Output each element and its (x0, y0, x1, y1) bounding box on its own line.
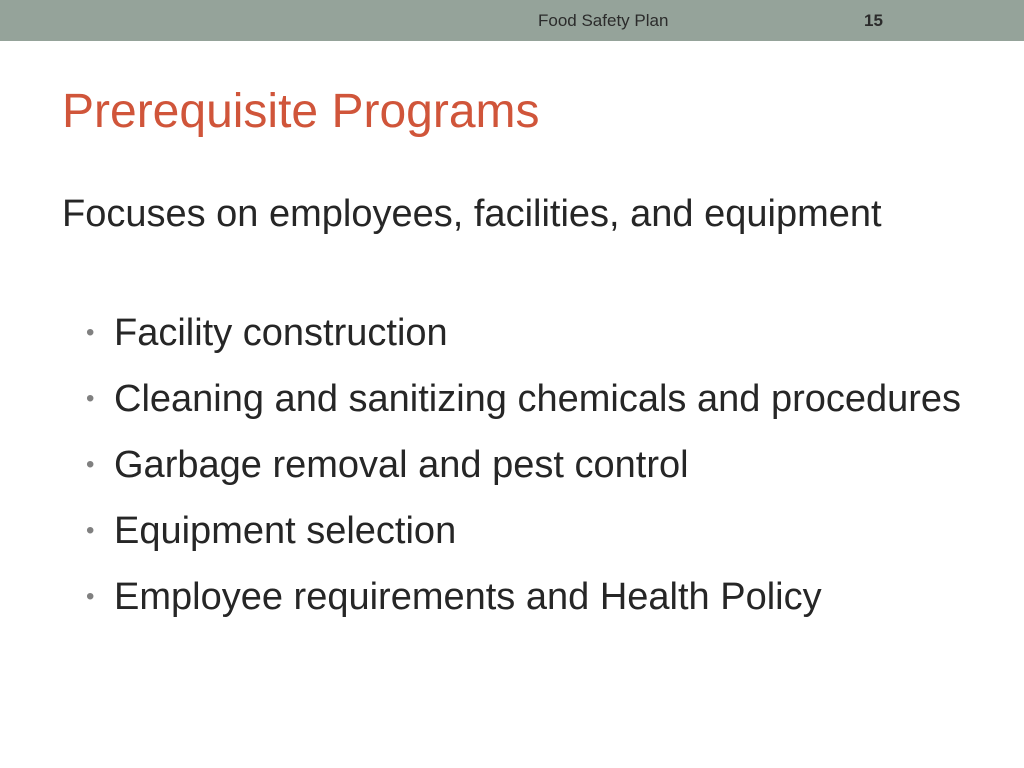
intro-text: Focuses on employees, facilities, and equipment (62, 193, 882, 235)
slide-title: Prerequisite Programs (62, 85, 540, 138)
bullet-dot-icon: • (86, 583, 95, 610)
bullet-list (86, 306, 986, 636)
list-item (86, 372, 986, 426)
list-item-text: Equipment selection (114, 510, 457, 552)
list-item-text: Facility construction (114, 312, 448, 354)
list-item-text: Employee requirements and Health Policy (114, 576, 822, 618)
bullet-dot-icon: • (86, 517, 95, 544)
list-item (86, 570, 986, 624)
bullet-dot-icon: • (86, 319, 95, 346)
list-item (86, 504, 986, 558)
list-item (86, 306, 986, 360)
bullet-dot-icon: • (86, 385, 95, 412)
presentation-title: Food Safety Plan (538, 11, 669, 30)
slide-number: 15 (864, 11, 883, 30)
bullet-dot-icon: • (86, 451, 95, 478)
list-item-text: Cleaning and sanitizing chemicals and procedures (114, 378, 962, 420)
list-item (86, 438, 986, 492)
header-bar (0, 0, 1024, 41)
list-item-text: Garbage removal and pest control (114, 444, 689, 486)
